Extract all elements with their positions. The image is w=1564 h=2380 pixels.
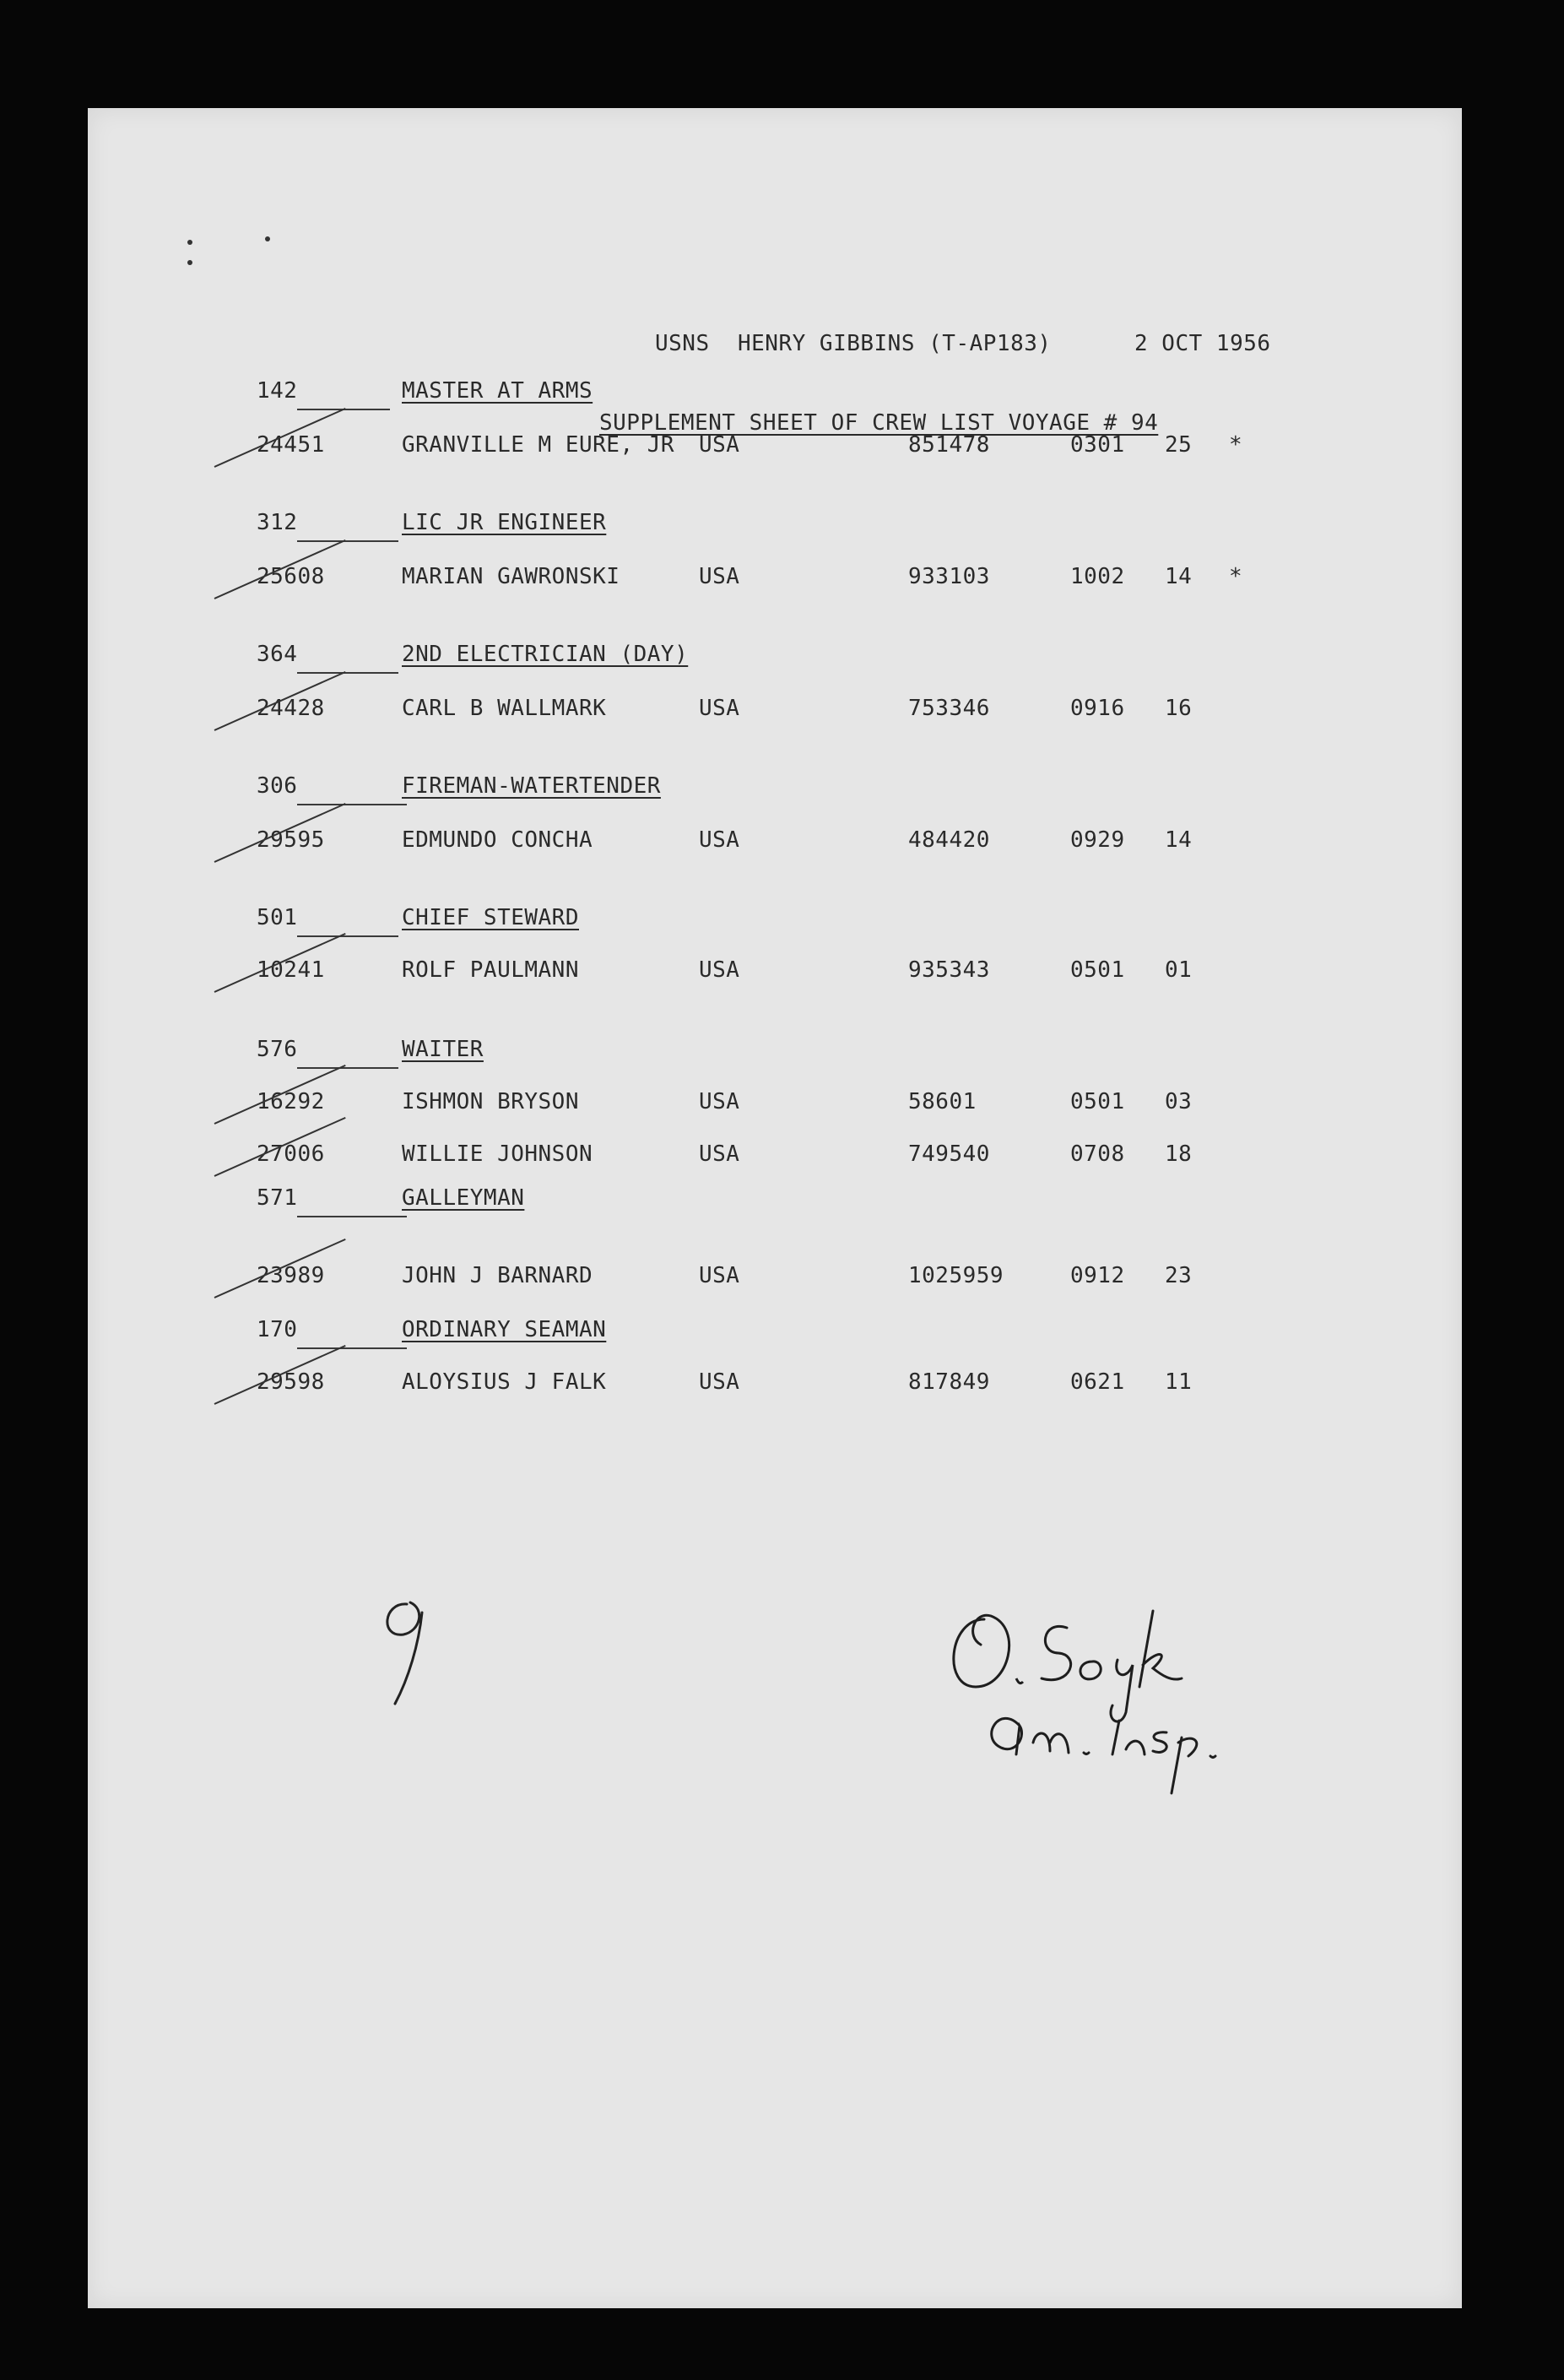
stray-mark — [187, 240, 192, 245]
entry-date: 0916 — [1070, 696, 1125, 721]
inspector-signature — [932, 1594, 1404, 1797]
section-heading — [88, 1317, 1462, 1351]
rating-title: LIC JR ENGINEER — [402, 510, 607, 535]
z-card-number: 933103 — [908, 564, 990, 589]
rating-code: 142 — [257, 378, 298, 404]
entry-date: 0912 — [1070, 1263, 1125, 1288]
rating-title: ORDINARY SEAMAN — [402, 1317, 607, 1342]
supplement-title: SUPPLEMENT SHEET OF CREW LIST VOYAGE # 94 — [599, 410, 1159, 436]
entry-days: 18 — [1165, 1141, 1193, 1167]
crew-name: WILLIE JOHNSON — [402, 1141, 593, 1167]
nationality: USA — [699, 696, 740, 721]
stray-mark — [187, 260, 192, 265]
crew-name: ALOYSIUS J FALK — [402, 1369, 607, 1395]
crew-entry-row — [88, 564, 1462, 598]
entry-date: 0929 — [1070, 827, 1125, 853]
rating-code: 571 — [257, 1185, 298, 1211]
rating-title: 2ND ELECTRICIAN (DAY) — [402, 642, 689, 667]
rating-title: CHIEF STEWARD — [402, 905, 579, 930]
rating-code: 306 — [257, 773, 298, 799]
nationality: USA — [699, 432, 740, 458]
z-card-number: 935343 — [908, 957, 990, 983]
nationality: USA — [699, 1369, 740, 1395]
entry-date: 0301 — [1070, 432, 1125, 458]
crew-number: 29595 — [257, 827, 325, 853]
nationality: USA — [699, 1141, 740, 1167]
z-card-number: 817849 — [908, 1369, 990, 1395]
entry-days: 25 — [1165, 432, 1193, 458]
crew-entry-row — [88, 1263, 1462, 1297]
entry-date: 0708 — [1070, 1141, 1125, 1167]
rating-title: FIREMAN-WATERTENDER — [402, 773, 661, 799]
entry-date: 0501 — [1070, 957, 1125, 983]
nationality: USA — [699, 1263, 740, 1288]
section-heading — [88, 1037, 1462, 1071]
entry-days: 01 — [1165, 957, 1193, 983]
stray-mark — [265, 236, 270, 241]
code-underline — [297, 1216, 407, 1217]
code-underline — [297, 540, 398, 542]
asterisk-mark: * — [1229, 564, 1243, 589]
crew-entry-row — [88, 1369, 1462, 1403]
crew-entry-row — [88, 1089, 1462, 1123]
crew-name: GRANVILLE M EURE, JR — [402, 432, 675, 458]
check-mark — [214, 933, 346, 993]
section-heading — [88, 905, 1462, 939]
rating-code: 312 — [257, 510, 298, 535]
crew-name: EDMUNDO CONCHA — [402, 827, 593, 853]
ship-name: HENRY GIBBINS (T-AP183) — [738, 331, 1052, 356]
crew-name: ISHMON BRYSON — [402, 1089, 579, 1114]
code-underline — [297, 672, 398, 674]
check-mark — [214, 1117, 346, 1177]
entry-days: 16 — [1165, 696, 1193, 721]
z-card-number: 749540 — [908, 1141, 990, 1167]
crew-entry-row — [88, 957, 1462, 991]
header-date: 2 OCT 1956 — [1134, 331, 1271, 356]
z-card-number: 1025959 — [908, 1263, 1004, 1288]
crew-number: 10241 — [257, 957, 325, 983]
nationality: USA — [699, 1089, 740, 1114]
z-card-number: 753346 — [908, 696, 990, 721]
rating-title: WAITER — [402, 1037, 484, 1062]
check-mark — [214, 1239, 346, 1298]
code-underline — [297, 1347, 407, 1349]
crew-name: CARL B WALLMARK — [402, 696, 607, 721]
section-heading — [88, 510, 1462, 544]
crew-name: JOHN J BARNARD — [402, 1263, 593, 1288]
rating-code: 364 — [257, 642, 298, 667]
check-mark — [214, 539, 346, 599]
crew-number: 23989 — [257, 1263, 325, 1288]
rating-title: GALLEYMAN — [402, 1185, 525, 1211]
handwritten-count — [375, 1594, 476, 1721]
code-underline — [297, 1067, 398, 1069]
crew-number: 16292 — [257, 1089, 325, 1114]
entry-date: 0621 — [1070, 1369, 1125, 1395]
rating-title: MASTER AT ARMS — [402, 378, 593, 404]
crew-entry-row — [88, 1141, 1462, 1175]
check-mark — [214, 1065, 346, 1125]
nationality: USA — [699, 827, 740, 853]
rating-code: 576 — [257, 1037, 298, 1062]
entry-date: 0501 — [1070, 1089, 1125, 1114]
section-heading — [88, 642, 1462, 675]
rating-code: 170 — [257, 1317, 298, 1342]
code-underline — [297, 935, 398, 937]
z-card-number: 851478 — [908, 432, 990, 458]
asterisk-mark: * — [1229, 432, 1243, 458]
rating-code: 501 — [257, 905, 298, 930]
check-mark — [214, 408, 346, 468]
entry-days: 11 — [1165, 1369, 1193, 1395]
entry-days: 23 — [1165, 1263, 1193, 1288]
nationality: USA — [699, 957, 740, 983]
document-page — [88, 108, 1462, 2308]
ship-prefix: USNS — [655, 331, 710, 356]
crew-number: 24451 — [257, 432, 325, 458]
crew-entry-row — [88, 696, 1462, 729]
check-mark — [214, 1345, 346, 1405]
section-heading — [88, 1185, 1462, 1219]
section-heading — [88, 378, 1462, 412]
entry-days: 14 — [1165, 564, 1193, 589]
z-card-number: 484420 — [908, 827, 990, 853]
crew-number: 29598 — [257, 1369, 325, 1395]
crew-number: 24428 — [257, 696, 325, 721]
nationality: USA — [699, 564, 740, 589]
entry-days: 14 — [1165, 827, 1193, 853]
crew-entry-row — [88, 432, 1462, 466]
check-mark — [214, 803, 346, 863]
code-underline — [297, 804, 407, 805]
crew-name: MARIAN GAWRONSKI — [402, 564, 620, 589]
crew-name: ROLF PAULMANN — [402, 957, 579, 983]
crew-entry-row — [88, 827, 1462, 861]
section-heading — [88, 773, 1462, 807]
entry-days: 03 — [1165, 1089, 1193, 1114]
entry-date: 1002 — [1070, 564, 1125, 589]
crew-number: 25608 — [257, 564, 325, 589]
z-card-number: 58601 — [908, 1089, 977, 1114]
crew-number: 27006 — [257, 1141, 325, 1167]
check-mark — [214, 671, 346, 731]
